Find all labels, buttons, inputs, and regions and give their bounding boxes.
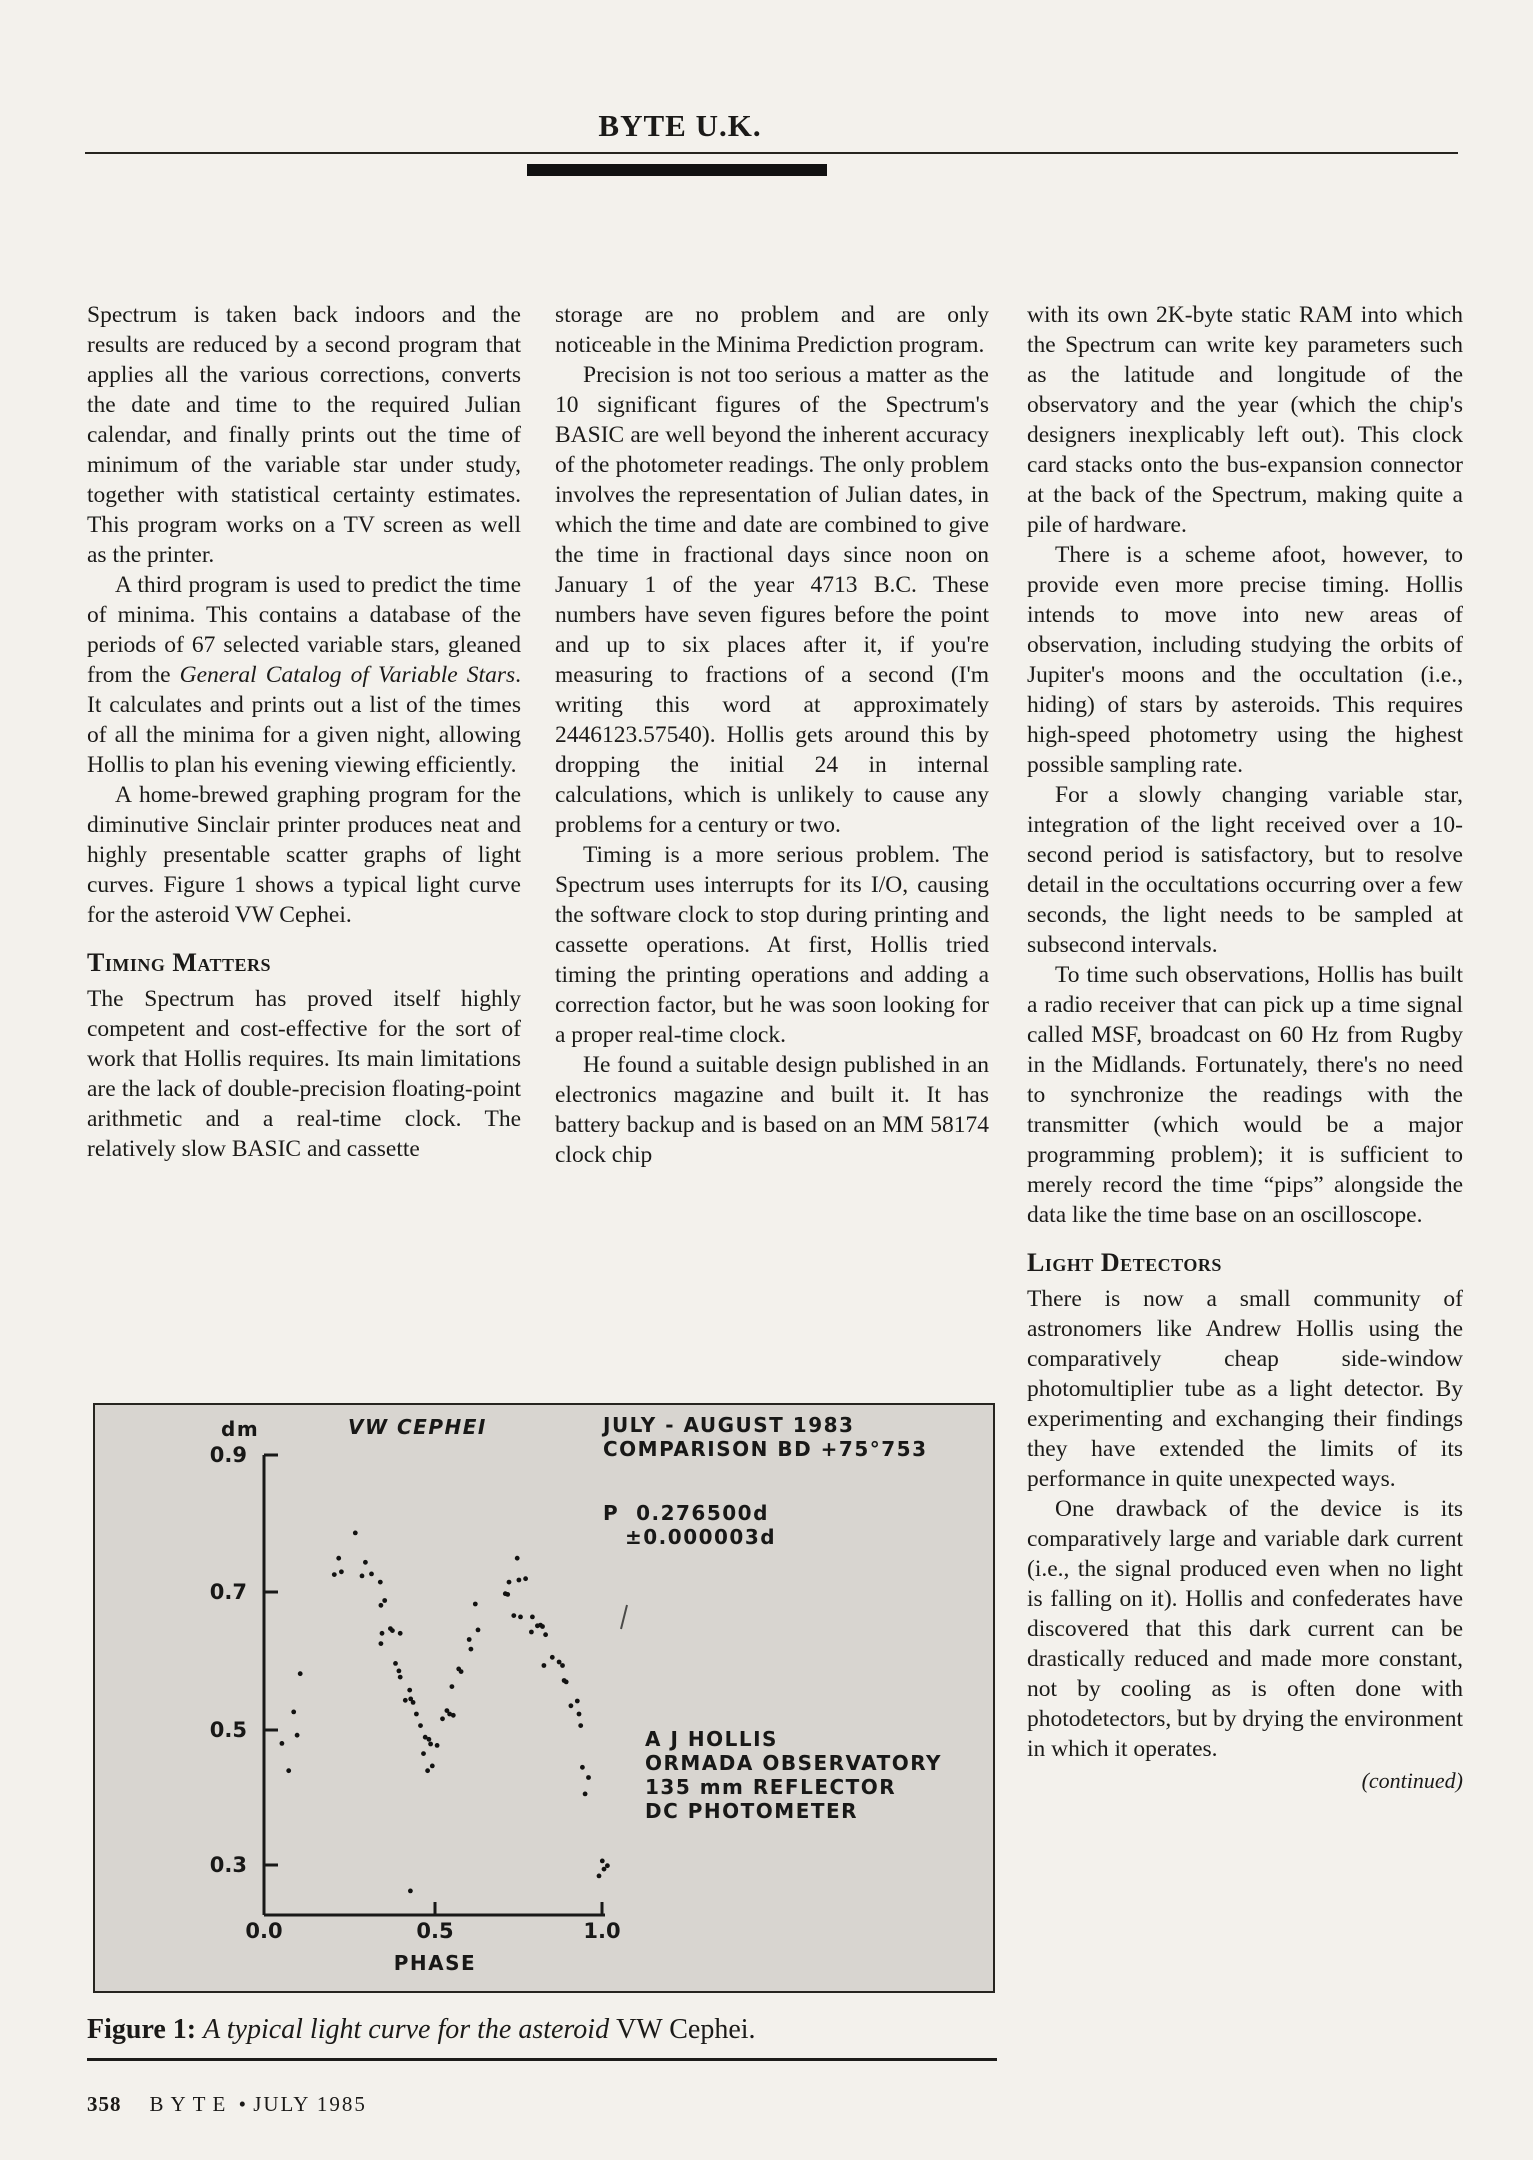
paragraph: Precision is not too serious a matter as the 10 significant figures of the Spectrum's BASIC are well beyond the inherent accuracy of the photometer readings. The only problem involves the representation of Julian dates, in which the time and date are combined to give the time in fractional days since noon on January 1 of the year 4713 B.C. These numbers have seven figures before the point and up to six places after it, if you're measuring to fractions of a second (I'm writing this word at approximately 2446123.57540). Hollis gets around this by dropping the initial 24 in internal calculations, which is unlikely to cause any problems for a century or two. bbox=[555, 362, 989, 838]
figure-caption bbox=[87, 2014, 1007, 2046]
paragraph: One drawback of the device is its comparatively large and variable dark current (i.e., the signal produced even when no light is falling on it). Hollis and confederates have discovered that this dark current can be drastically reduced and made more constant, not by cooling as is often done with photodetectors, but by drying the environment in which it operates. bbox=[1027, 1496, 1463, 1762]
caption-object: VW Cephei. bbox=[616, 2014, 756, 2045]
heading-light-detectors: Light Detectors bbox=[1027, 1248, 1222, 1277]
column-1 bbox=[87, 300, 521, 1390]
paragraph: A home-brewed graphing program for the diminutive Sinclair printer produces neat and highly presentable scatter graphs of light curves. Figure 1 shows a typical light curve for the asteroid VW Cephei. bbox=[87, 782, 521, 928]
paragraph-text: . It calculates and prints out a list of the times of all the minima for a given night, allowing Hollis to plan his evening viewing efficiently. bbox=[87, 662, 521, 778]
column-2 bbox=[555, 300, 989, 1390]
x-tick-label: 0.5 bbox=[416, 1919, 454, 1943]
scatter-points bbox=[280, 1531, 610, 1894]
page-footer bbox=[87, 2092, 367, 2117]
caption-text: A typical light curve for the asteroid bbox=[203, 2014, 617, 2045]
figure-1-box bbox=[93, 1403, 995, 1993]
paragraph: To time such observations, Hollis has built a radio receiver that can pick up a time signal called MSF, broadcast on 60 Hz from Rugby in the Midlands. Fortunately, there's no need to synchronize the readings with the transmitter (which would be a major programming problem); it is sufficient to merely record the time “pips” alongside the data like the time base on an oscilloscope. bbox=[1027, 962, 1463, 1228]
y-axis-unit-label: dm bbox=[221, 1417, 260, 1441]
paragraph: with its own 2K-byte static RAM into which the Spectrum can write key parameters such as the latitude and longitude of the observatory and the year (which the chip's designers inexplicably left out). This clock card stacks onto the bus-expansion connector at the back of the Spectrum, making quite a pile of hardware. bbox=[1027, 302, 1463, 538]
scatter-chart bbox=[95, 1405, 993, 1991]
chart-axes bbox=[264, 1455, 605, 1915]
observer-credit-annotation: A J HOLLIS ORMADA OBSERVATORY 135 mm REFLECTOR DC PHOTOMETER bbox=[645, 1727, 943, 1823]
paragraph: There is a scheme afoot, however, to provide even more precise timing. Hollis intends to move into new areas of observation, including studying the orbits of Jupiter's moons and the occultation (i.e., hiding) of stars by asteroids. This requires high-speed photometry using the highest possible sampling rate. bbox=[1027, 542, 1463, 778]
heading-timing-matters: Timing Matters bbox=[87, 948, 272, 977]
x-axis-label: PHASE bbox=[393, 1951, 477, 1975]
y-tick-label: 0.9 bbox=[209, 1443, 247, 1467]
paragraph-text: A third program is used to predict the time of minima. This contains a database of the periods of 67 selected variable stars, gleaned from the bbox=[87, 572, 521, 688]
chart-title: VW CEPHEI bbox=[348, 1415, 487, 1439]
section-title: BYTE U.K. bbox=[598, 108, 762, 143]
caption-label: Figure 1: bbox=[87, 2014, 204, 2045]
paragraph: For a slowly changing variable star, integration of the light received over a 10-second period is satisfactory, but to resolve detail in the occultations occurring over a few seconds, the light needs to be sampled at subsecond intervals. bbox=[1027, 782, 1463, 958]
issue-date: JULY 1985 bbox=[253, 2092, 367, 2116]
caption-rule bbox=[87, 2058, 997, 2061]
period-annotation: P 0.276500d ±0.000003d bbox=[603, 1501, 777, 1549]
y-tick-label: 0.5 bbox=[209, 1718, 247, 1742]
paragraph: He found a suitable design published in an electronics magazine and built it. It has battery backup and is based on an MM 58174 clock chip bbox=[555, 1052, 989, 1168]
continued-marker: (continued) bbox=[1361, 1768, 1463, 1793]
cited-work: General Catalog of Variable Stars bbox=[179, 662, 516, 688]
paragraph: storage are no problem and are only noticeable in the Minima Prediction program. bbox=[555, 302, 989, 358]
header-rule bbox=[85, 152, 1458, 154]
paragraph: The Spectrum has proved itself highly competent and cost-effective for the sort of work that Hollis requires. Its main limitations are the lack of double-precision floating-point arithmetic and a real-time clock. The relatively slow BASIC and cassette bbox=[87, 986, 521, 1162]
x-tick-label: 0.0 bbox=[245, 1919, 283, 1943]
page-number: 358 bbox=[87, 2092, 122, 2116]
paragraph: Timing is a more serious problem. The Spectrum uses interrupts for its I/O, causing the software clock to stop during printing and cassette operations. At first, Hollis tried timing the printing operations and adding a correction factor, but he was soon looking for a proper real-time clock. bbox=[555, 842, 989, 1048]
footer-separator: • bbox=[238, 2092, 247, 2116]
magazine-name: BYTE bbox=[149, 2092, 233, 2116]
x-tick-label: 1.0 bbox=[583, 1919, 621, 1943]
header-bar bbox=[527, 164, 827, 176]
paragraph: Spectrum is taken back indoors and the results are reduced by a second program that applies all the various corrections, converts the date and time to the required Julian calendar, and finally prints out the time of minimum of the variable star under study, together with statistical certainty estimates. This program works on a TV screen as well as the printer. bbox=[87, 302, 521, 568]
print-artifact bbox=[621, 1605, 627, 1629]
y-tick-label: 0.3 bbox=[209, 1853, 247, 1877]
paragraph: There is now a small community of astronomers like Andrew Hollis using the comparatively cheap side-window photomultiplier tube as a light detector. By experimenting and exchanging their findings they have extended the limits of its performance in quite unexpected ways. bbox=[1027, 1286, 1463, 1492]
column-3 bbox=[1027, 300, 1463, 2090]
y-tick-label: 0.7 bbox=[209, 1580, 247, 1604]
observation-date-annotation: JULY - AUGUST 1983 COMPARISON BD +75°753 bbox=[603, 1413, 928, 1461]
paragraph bbox=[87, 570, 521, 780]
